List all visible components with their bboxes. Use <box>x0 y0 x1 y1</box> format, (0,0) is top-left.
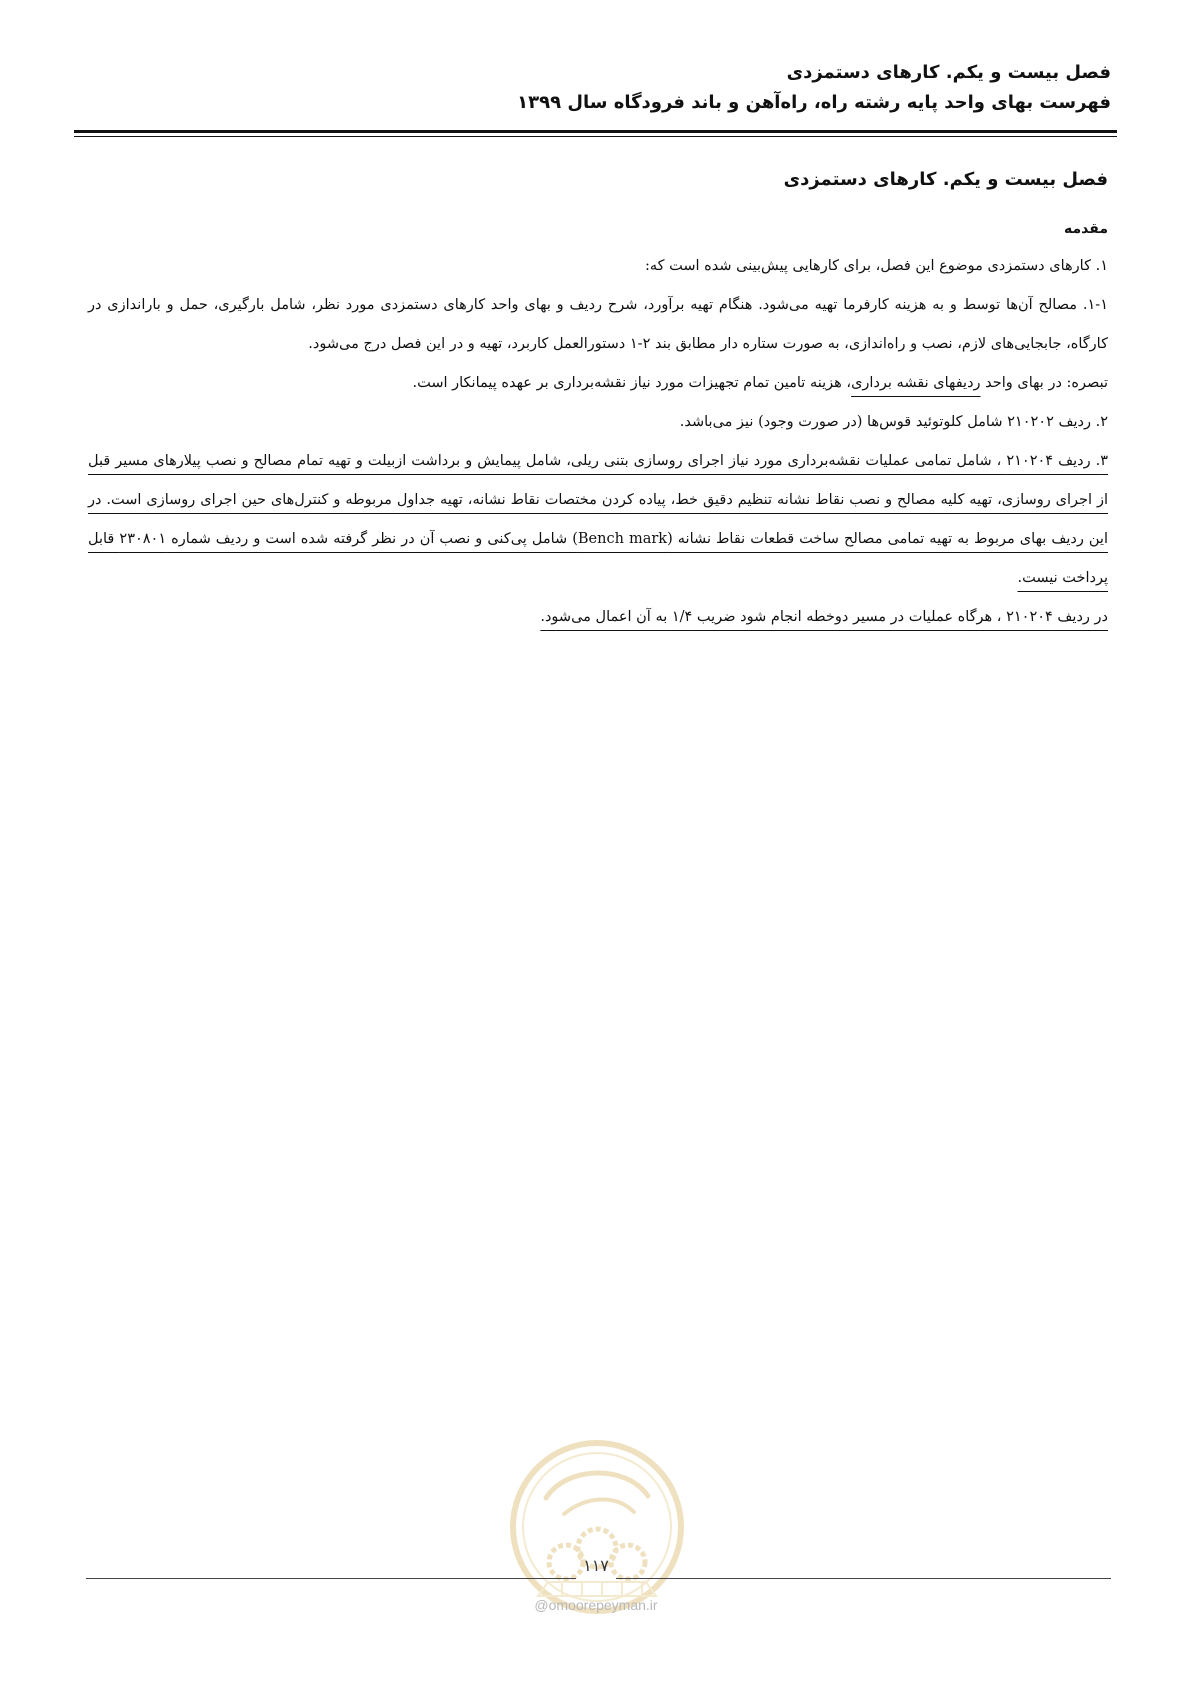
gear-seal-logo-icon <box>506 1436 688 1618</box>
note-suffix: ، هزینه تامین تمام تجهیزات مورد نیاز نقشه‌برداری بر عهده پیمانکار است. <box>412 375 852 391</box>
section-title: مقدمه <box>1064 221 1108 237</box>
page-number: ۱۱۷ <box>583 1556 609 1575</box>
footer-divider-left <box>86 1578 576 1579</box>
paragraph-3-text: ۳. ردیف ۲۱۰۲۰۴ ، شامل تمامی عملیات نقشه‌برداری مورد نیاز اجرای روسازی بتنی ریلی، شامل پیمایش و برداشت ازبیلت و تهیه تمام مصالح و نصب پیلارهای مسیر قبل از اجرای روسازی، تهیه کلیه مصالح و نصب نقاط نشانه تنظیم دقیق خط، پیاده کردن مختصات نقاط نشانه، تهیه جداول مربوطه و کنترل‌های حین اجرای روسازی است. در این ردیف بهای مربوط به تهیه تمامی مصالح ساخت قطعات نقاط نشانه (Bench mark) شامل پی‌کنی و نصب آن در نظر گرفته شده است و ردیف شماره ۲۳۰۸۰۱ قابل پرداخت نیست. <box>88 453 1108 586</box>
footer-divider-right <box>616 1578 1111 1579</box>
site-credit: @omoorepeyman.ir <box>534 1597 658 1613</box>
page-header <box>80 58 1111 118</box>
page-body <box>88 165 1108 637</box>
paragraph-1-1: ۱-۱. مصالح آن‌ها توسط و به هزینه کارفرما تهیه می‌شود. هنگام تهیه برآورد، شرح ردیف و بهای واحد کارهای دستمزدی مورد نظر، شامل بارگیری، حمل و باراندازی در کارگاه، جابجایی‌های لازم، نصب و راه‌اندازی، به صورت ستاره دار مطابق بند ۲-۱ دستورالعمل کاربرد، تهیه و در این فصل درج می‌شود. <box>88 297 1108 352</box>
paragraph-2: ۲. ردیف ۲۱۰۲۰۲ شامل کلوتوئید قوس‌ها (در صورت وجود) نیز می‌باشد. <box>679 414 1108 430</box>
note-underlined-term: ردیفهای نقشه برداری <box>851 375 981 391</box>
paragraph-4 <box>88 598 1108 637</box>
paragraph-4-text: در ردیف ۲۱۰۲۰۴ ، هرگاه عملیات در مسیر دوخطه انجام شود ضریب ۱/۴ به آن اعمال می‌شود. <box>540 609 1108 625</box>
header-divider-thin <box>74 136 1117 137</box>
note-paragraph <box>88 364 1108 403</box>
header-document-title: فهرست بهای واحد پایه رشته راه، راه‌آهن و باند فرودگاه سال ۱۳۹۹ <box>517 92 1111 113</box>
watermark-logo <box>506 1436 688 1618</box>
header-divider-thick <box>74 130 1117 133</box>
chapter-title: فصل بیست و یکم. کارهای دستمزدی <box>783 169 1108 190</box>
paragraph-3 <box>88 442 1108 598</box>
paragraph-1: ۱. کارهای دستمزدی موضوع این فصل، برای کارهایی پیش‌بینی شده است که: <box>644 258 1108 274</box>
header-chapter-title: فصل بیست و یکم. کارهای دستمزدی <box>786 62 1111 83</box>
note-prefix: تبصره: در بهای واحد <box>980 375 1108 391</box>
